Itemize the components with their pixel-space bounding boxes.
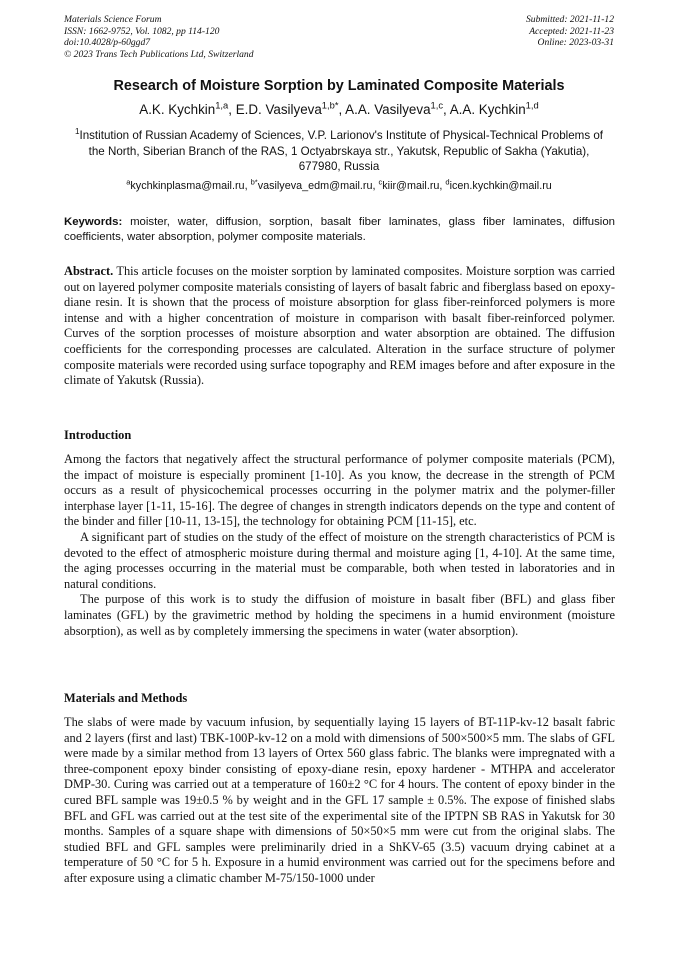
publication-dates — [526, 14, 614, 49]
abstract-text: This article focuses on the moister sorption by laminated composites. Moisture sorption was carried out on layered polymer composite materials consisting of layers of basalt fabric and fiberglass based on epoxy-diane resin. It is shown that the process of moisture absorption for glass fiber-reinforced polymers is more intense and with a higher concentration of moisture in comparison with basalt fiber-reinforced polymer. Curves of the sorption processes of moisture absorption and water absorption are obtained. The diffusion coefficients for the corresponding processes are calculated. Alteration in the surface structure of polymer composite materials were recorded using surface topography and REM images before and after exposure in the climate of Yakutsk (Russia). — [64, 264, 616, 388]
methods-paragraph: The slabs of were made by vacuum infusion, by sequentially laying 15 layers of BT-11P-kv-12 basalt fabric and 2 layers (first and last) TBK-100P-kv-12 on a mold with dimensions of 500×500×5 mm. The slabs of GFL were made by a similar method from 13 layers of Ortex 560 glass fabric. The blanks were impregnated with a three-component epoxy binder consisting of epoxy-diane resin, epoxy hardener - MTHPA and accelerator DMP-30. Curing was carried out at a temperature of 160±2 °C for 4 hours. The content of epoxy binder in the cured BFL sample was 19±0.5 % by weight and in the GFL 17 sample ± 0.5%. The expose of finished slabs BFL and GFL was carried out at the test site of the experimental site of the IPTPN SB RAS in Yakutsk for 30 months. Samples of a square shape with dimensions of 50×50×5 mm were cut from the original slabs. The studied BFL and GFL samples were preliminarily dried in a ShKV-65 (3.5) vacuum drying cabinet at a temperature of 50 °C for 5 h. Exposure in a humid environment was carried out for the specimens before and after exposure using a climatic chamber M-75/150-1000 under — [64, 715, 615, 885]
paragraph-text: A significant part of studies on the study of the effect of moisture on the strength characteristics of PCM is devoted to the effect of atmospheric moisture during thermal and moisture aging [1, 4-10]. At the same time, the aging processes occurring in the material must be comparable, both when tested in laboratories and in natural conditions. — [64, 529, 615, 591]
email-link[interactable]: kiir@mail.ru — [382, 180, 440, 192]
author-list: A.K. Kychkin$^{1,a}$, E.D. Vasilyeva$^{1,b*}$, A.A. Vasilyeva$^{1,c}$, A.A. Kychkin$^{1,d}$ — [139, 100, 539, 117]
copyright-line: © 2023 Trans Tech Publications Ltd, Switzerland — [64, 48, 254, 60]
submitted-date: Submitted: 2021-11-12 — [525, 14, 614, 25]
email-list: $^a$kychkinplasma@mail.ru, $^{b*}$vasilyeva_edm@mail.ru, $^c$kiir@mail.ru, $^d$icen.kychkin@mail.ru — [126, 177, 552, 192]
abstract-label: Abstract. — [64, 264, 114, 278]
journal-name: Materials Science Forum — [64, 14, 162, 25]
affiliation-text: Institution of Russian Academy of Sciences, V.P. Larionov's Institute of Physical-Technical Problems of the North, Siberian Branch of the RAS, 1 Octyabrskaya str., Yakutsk, Republic of Sakha (Yakutia), 677980, Russia — [79, 129, 604, 174]
email-link[interactable]: kychkinplasma@mail.ru — [130, 180, 245, 192]
keywords-text: moister, water, diffusion, sorption, basalt fiber laminates, glass fiber laminates, diffusion coefficients, water absorption, polymer composite materials. — [64, 216, 615, 243]
email-superscript: a — [126, 177, 131, 187]
methods-heading: Materials and Methods — [64, 691, 188, 705]
email-superscript: d — [445, 177, 450, 187]
paper-title: Research of Moisture Sorption by Laminated Composite Materials — [113, 78, 565, 94]
issn-line: ISSN: 1662-9752, Vol. 1082, pp 114-120 — [64, 25, 220, 37]
introduction-heading: Introduction — [64, 428, 132, 442]
affiliation-superscript: 1 — [74, 127, 80, 137]
author-superscript: 1,b* — [321, 100, 339, 111]
abstract-block — [64, 264, 615, 389]
email-superscript: b* — [250, 177, 258, 187]
author-superscript: 1,c — [430, 100, 444, 111]
keywords-block — [64, 215, 615, 245]
journal-header — [64, 14, 614, 66]
author-superscript: 1,d — [525, 100, 539, 111]
author-name: A.K. Kychkin — [139, 102, 216, 117]
paragraph-text: The purpose of this work is to study the diffusion of moisture in basalt fiber (BFL) and glass fiber laminates (GFL) by the gravimetric method by holding the specimens in a humid environment (moisture absorption), as well as by completely immersing the specimens in water (water absorption). — [64, 592, 615, 638]
email-superscript: c — [378, 177, 383, 187]
doi-line[interactable]: doi:10.4028/p-60ggd7 — [64, 37, 151, 49]
author-superscript: 1,a — [215, 100, 229, 111]
author-name: A.A. Kychkin — [449, 102, 526, 117]
author-name: E.D. Vasilyeva — [235, 102, 322, 117]
affiliation — [70, 128, 608, 175]
introduction-paragraph — [64, 452, 615, 639]
accepted-date: Accepted: 2021-11-23 — [529, 25, 614, 37]
author-name: A.A. Vasilyeva — [345, 102, 431, 117]
email-link[interactable]: vasilyeva_edm@mail.ru — [257, 180, 373, 192]
online-date: Online: 2023-03-31 — [537, 37, 614, 49]
email-link[interactable]: icen.kychkin@mail.ru — [449, 180, 552, 192]
keywords-label: Keywords: — [64, 216, 123, 228]
journal-info — [64, 14, 254, 60]
paragraph-text: Among the factors that negatively affect the structural performance of polymer composite materials (PCM), the impact of moisture is especially prominent [1-10]. As you know, the decrease in the strength of PCM occurs as a result of physicochemical processes occurring in the polymer matrix and the polymer-filler interphase layer [1-11, 15-16]. The degree of changes in strength indicators depends on the type and content of the binder and filler [10-11, 13-15], the technology for obtaining PCM [11-15], etc. — [64, 452, 615, 529]
